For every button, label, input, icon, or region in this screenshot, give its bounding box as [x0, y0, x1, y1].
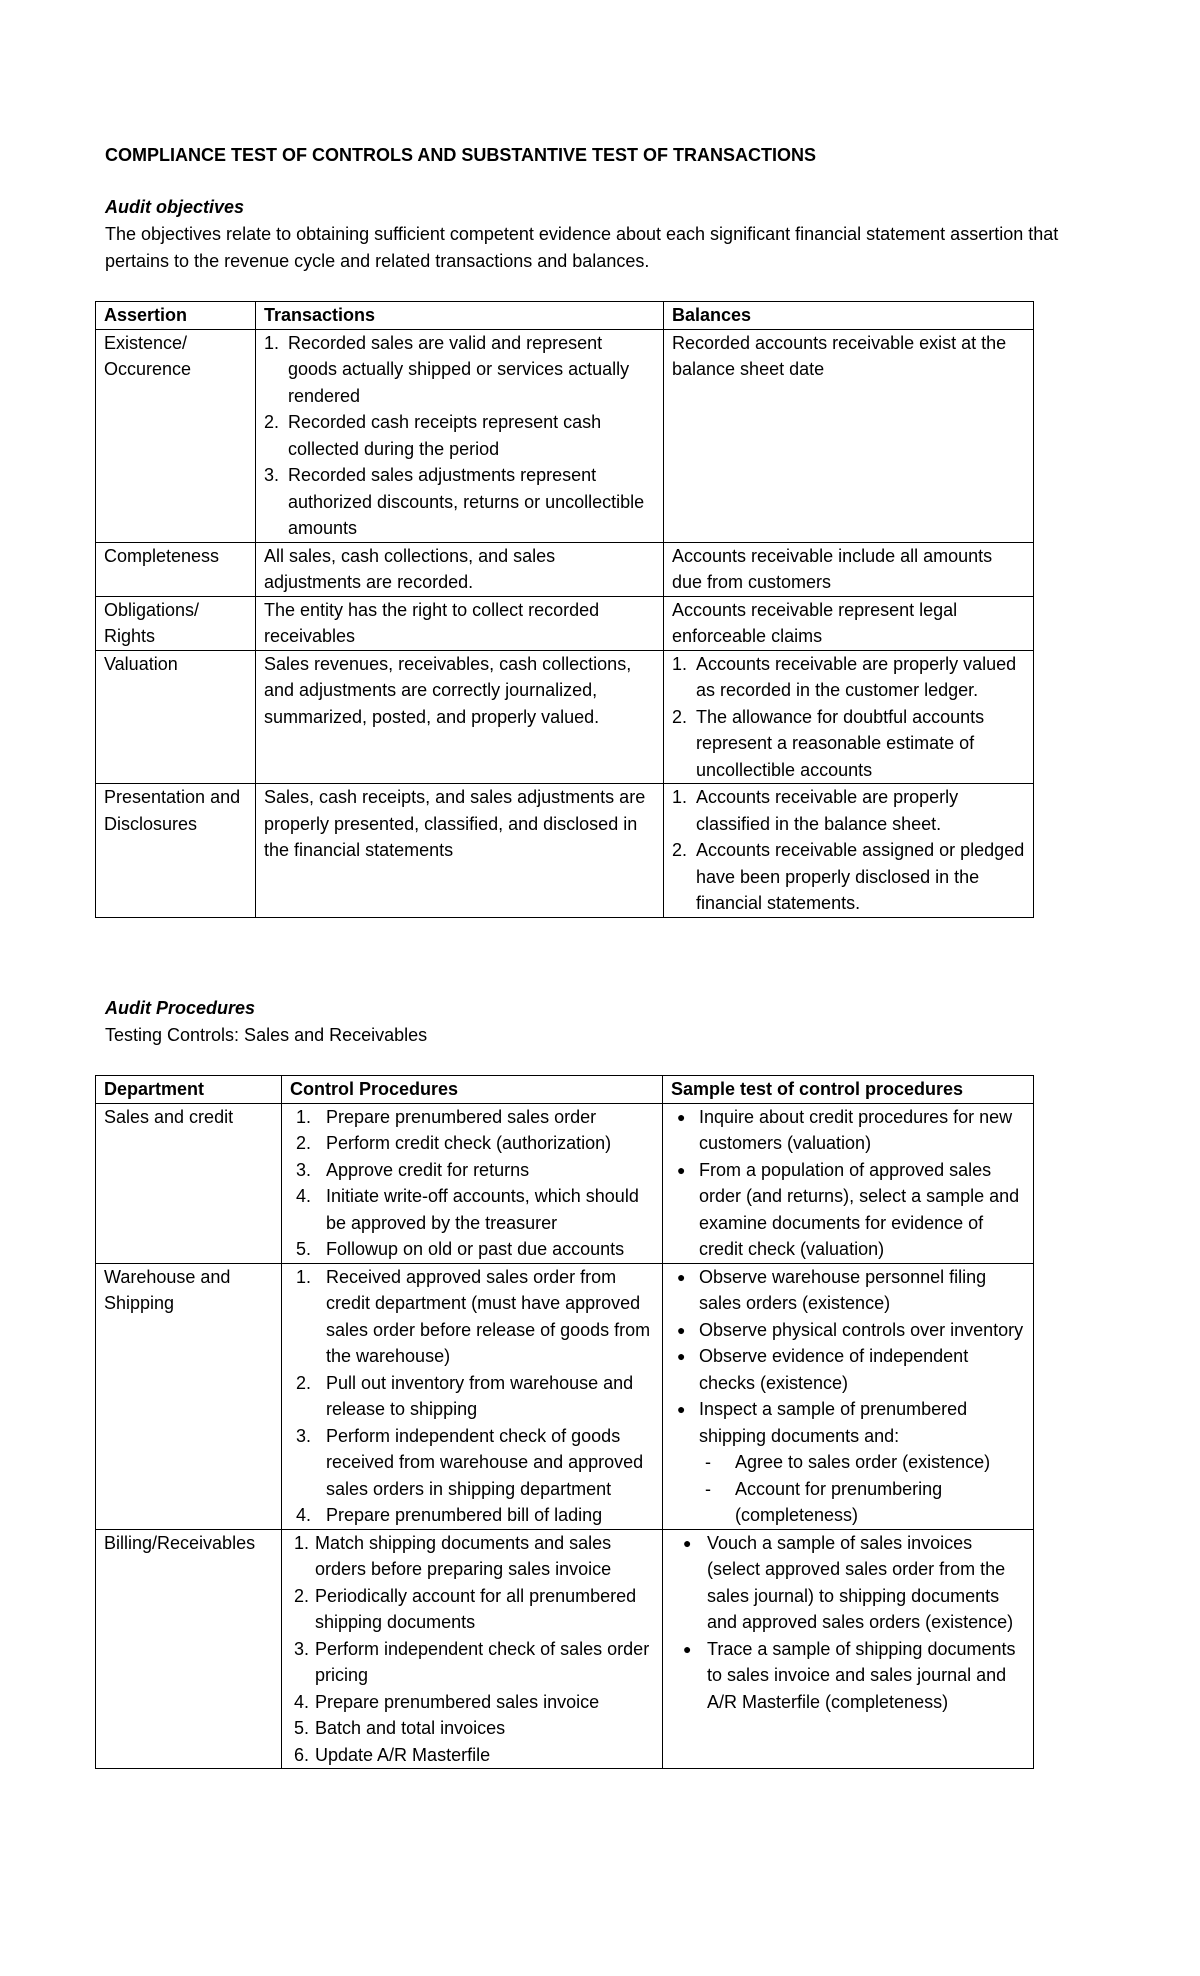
- tests-cell: [663, 1103, 1034, 1263]
- list-item: 2. Periodically account for all prenumbered shipping documents: [294, 1585, 637, 1632]
- sub-list-item: - Agree to sales order (existence): [705, 1452, 991, 1472]
- tests-cell: [663, 1529, 1034, 1769]
- list-item: 4. Prepare prenumbered bill of lading: [296, 1505, 603, 1525]
- column-header: Control Procedures: [282, 1076, 663, 1104]
- table-row: [96, 1103, 1034, 1263]
- assertion-cell: Obligations/ Rights: [96, 596, 256, 650]
- sub-list-item: - Account for prenumbering (completeness): [705, 1478, 943, 1525]
- procedures-cell: [282, 1103, 663, 1263]
- list-item: 1. Prepare prenumbered sales order: [296, 1106, 597, 1127]
- list-item: ● Observe evidence of independent checks (existence): [671, 1343, 1025, 1396]
- audit-procedures-heading: Audit Procedures: [105, 998, 256, 1018]
- table-row: [96, 542, 1034, 596]
- table-header-row: [96, 302, 1034, 330]
- list-item: 1. Accounts receivable are properly valued as recorded in the customer ledger.: [672, 653, 1017, 700]
- list-item: 2. Pull out inventory from warehouse and release to shipping: [296, 1372, 634, 1419]
- table-row: [96, 1263, 1034, 1529]
- list-item: 2. The allowance for doubtful accounts represent a reasonable estimate of uncollectible accounts: [672, 706, 985, 780]
- list-item: 4. Initiate write-off accounts, which should be approved by the treasurer: [296, 1186, 639, 1233]
- bullet-icon: ●: [683, 1534, 692, 1551]
- table-row: [96, 650, 1034, 784]
- list-item: ● Vouch a sample of sales invoices (select approved sales order from the sales journal) to shipping documents and approved sales orders (existence): [671, 1530, 1025, 1636]
- column-header: Assertion: [96, 302, 256, 330]
- table-row: [96, 784, 1034, 918]
- table-header-row: [96, 1076, 1034, 1104]
- list-item: 3. Approve credit for returns: [296, 1159, 530, 1180]
- list-item: ● Trace a sample of shipping documents to sales invoice and sales journal and A/R Masterfile (completeness): [671, 1636, 1025, 1716]
- audit-objectives-text: The objectives relate to obtaining sufficient competent evidence about each significant financial statement assertion that pertains to the revenue cycle and related transactions and balances.: [105, 224, 1059, 271]
- procedures-cell: [282, 1529, 663, 1769]
- list-item: 6. Update A/R Masterfile: [294, 1744, 491, 1765]
- list-item: 3. Perform independent check of goods received from warehouse and approved sales orders in shipping department: [296, 1425, 644, 1499]
- table-row: [96, 1529, 1034, 1769]
- transactions-cell: All sales, cash collections, and sales adjustments are recorded.: [256, 542, 664, 596]
- assertion-cell: Existence/ Occurence: [96, 329, 256, 542]
- list-item: 2. Recorded cash receipts represent cash collected during the period: [264, 412, 602, 459]
- column-header: Sample test of control procedures: [663, 1076, 1034, 1104]
- document-title: COMPLIANCE TEST OF CONTROLS AND SUBSTANTIVE TEST OF TRANSACTIONS: [105, 145, 816, 165]
- bullet-icon: ●: [683, 1640, 692, 1657]
- list-item: ● From a population of approved sales order (and returns), select a sample and examine documents for evidence of credit check (valuation): [671, 1157, 1025, 1263]
- assertion-cell: Valuation: [96, 650, 256, 784]
- transactions-cell: The entity has the right to collect recorded receivables: [256, 596, 664, 650]
- department-cell: Sales and credit: [96, 1103, 282, 1263]
- column-header: Transactions: [256, 302, 664, 330]
- list-item: 1. Accounts receivable are properly classified in the balance sheet.: [672, 787, 959, 834]
- balances-cell: [664, 650, 1034, 784]
- transactions-cell: Sales, cash receipts, and sales adjustments are properly presented, classified, and disclosed in the financial statements: [256, 784, 664, 918]
- list-item: 2. Perform credit check (authorization): [296, 1133, 612, 1153]
- bullet-icon: ●: [677, 1348, 686, 1364]
- department-cell: Warehouse and Shipping: [96, 1263, 282, 1529]
- list-item: 3. Perform independent check of sales order pricing: [294, 1638, 650, 1685]
- column-header: Balances: [664, 302, 1034, 330]
- balances-cell: Accounts receivable include all amounts due from customers: [664, 542, 1034, 596]
- balances-cell: Accounts receivable represent legal enforceable claims: [664, 596, 1034, 650]
- table-row: [96, 329, 1034, 542]
- bullet-icon: ●: [677, 1108, 686, 1125]
- department-label: Billing/Receivables: [104, 1532, 256, 1553]
- list-item: 5. Followup on old or past due accounts: [296, 1239, 625, 1259]
- list-item: 1. Received approved sales order from credit department (must have approved sales order before release of goods from the warehouse): [296, 1266, 651, 1366]
- controls-table: [95, 1075, 1034, 1769]
- balances-cell: [664, 784, 1034, 918]
- assertions-table: [95, 301, 1034, 918]
- list-item: ● Observe physical controls over inventory: [671, 1317, 1025, 1344]
- tests-cell: [663, 1263, 1034, 1529]
- list-item: 5. Batch and total invoices: [294, 1718, 506, 1738]
- transactions-cell: [256, 329, 664, 542]
- transactions-cell: Sales revenues, receivables, cash collections, and adjustments are correctly journalized, summarized, posted, and properly valued.: [256, 650, 664, 784]
- bullet-icon: ●: [677, 1321, 686, 1338]
- balances-cell: Recorded accounts receivable exist at the balance sheet date: [664, 329, 1034, 542]
- bullet-icon: ●: [677, 1401, 686, 1417]
- procedures-cell: [282, 1263, 663, 1529]
- bullet-icon: ●: [677, 1268, 686, 1285]
- assertion-cell: Presentation and Disclosures: [96, 784, 256, 918]
- assertion-cell: Completeness: [96, 542, 256, 596]
- audit-objectives-heading: Audit objectives: [105, 197, 245, 217]
- list-item: ● Inspect a sample of prenumbered shipping documents and:: [671, 1396, 1025, 1449]
- audit-procedures-subheading: Testing Controls: Sales and Receivables: [105, 1025, 428, 1045]
- list-item: ● Observe warehouse personnel filing sales orders (existence): [671, 1264, 1025, 1317]
- column-header: Department: [96, 1076, 282, 1104]
- list-item: 3. Recorded sales adjustments represent authorized discounts, returns or uncollectible amounts: [264, 465, 645, 538]
- list-item: 1. Match shipping documents and sales orders before preparing sales invoice: [294, 1532, 612, 1579]
- table-row: [96, 596, 1034, 650]
- list-item: ● Inquire about credit procedures for new customers (valuation): [671, 1104, 1025, 1157]
- list-item: 4. Prepare prenumbered sales invoice: [294, 1691, 600, 1712]
- list-item: 2. Accounts receivable assigned or pledged have been properly disclosed in the financial statements.: [672, 840, 1025, 913]
- bullet-icon: ●: [677, 1161, 686, 1178]
- list-item: 1. Recorded sales are valid and represent goods actually shipped or services actually rendered: [264, 332, 630, 406]
- department-cell: [96, 1529, 282, 1769]
